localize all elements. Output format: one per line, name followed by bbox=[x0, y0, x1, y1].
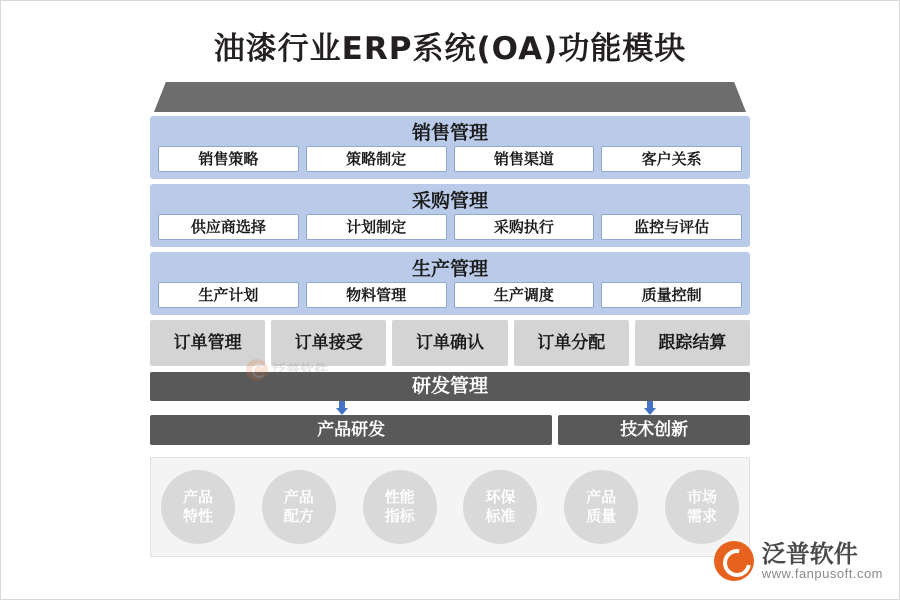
brand-name: 泛普软件 bbox=[761, 539, 858, 568]
group-purchasing-items bbox=[158, 214, 742, 240]
down-arrow-icon-right bbox=[644, 401, 656, 415]
circle-0-line1: 产品 bbox=[182, 488, 213, 506]
erp-module-diagram bbox=[150, 82, 750, 557]
circle-4-line2: 质量 bbox=[586, 507, 617, 525]
chip-production-2[interactable]: 生产调度 bbox=[454, 282, 595, 308]
brand-text bbox=[761, 539, 883, 581]
group-production bbox=[150, 252, 750, 315]
chip-production-0[interactable]: 生产计划 bbox=[158, 282, 299, 308]
down-arrow-icon-left bbox=[336, 401, 348, 415]
center-watermark-text: 泛普软件 bbox=[272, 363, 328, 379]
group-sales-title: 销售管理 bbox=[411, 122, 488, 144]
circle-2-line2: 指标 bbox=[384, 507, 415, 525]
page-title: 油漆行业ERP系统(OA)功能模块 bbox=[213, 31, 687, 67]
rd-band-title: 研发管理 bbox=[150, 372, 750, 401]
circle-4-line1: 产品 bbox=[586, 488, 617, 506]
circle-1-line2: 配方 bbox=[283, 507, 314, 525]
top-banner bbox=[154, 82, 746, 112]
circle-3-line2: 标准 bbox=[485, 507, 516, 525]
chip-purchasing-2[interactable]: 采购执行 bbox=[454, 214, 595, 240]
chip-purchasing-3[interactable]: 监控与评估 bbox=[601, 214, 742, 240]
chip-sales-1[interactable]: 策略制定 bbox=[306, 146, 447, 172]
circle-4 bbox=[564, 470, 638, 544]
rd-cell-product-development[interactable]: 产品研发 bbox=[150, 415, 552, 445]
circle-1-line1: 产品 bbox=[283, 488, 314, 506]
chip-sales-3[interactable]: 客户关系 bbox=[601, 146, 742, 172]
circle-2-line1: 性能 bbox=[384, 488, 415, 506]
brand-url: www.fanpusoft.com bbox=[761, 565, 883, 581]
chip-sales-2[interactable]: 销售渠道 bbox=[454, 146, 595, 172]
order-cell-4[interactable]: 跟踪结算 bbox=[635, 320, 750, 366]
order-cell-1[interactable]: 订单接受 bbox=[271, 320, 386, 366]
order-cell-2[interactable]: 订单确认 bbox=[392, 320, 507, 366]
order-cell-0[interactable]: 订单管理 bbox=[150, 320, 265, 366]
chip-purchasing-0[interactable]: 供应商选择 bbox=[158, 214, 299, 240]
circle-5-line2: 需求 bbox=[686, 507, 717, 525]
order-cell-3[interactable]: 订单分配 bbox=[514, 320, 629, 366]
circle-3 bbox=[463, 470, 537, 544]
circle-2 bbox=[363, 470, 437, 544]
chip-production-1[interactable]: 物料管理 bbox=[306, 282, 447, 308]
group-purchasing-title: 采购管理 bbox=[411, 190, 488, 212]
chip-purchasing-1[interactable]: 计划制定 bbox=[306, 214, 447, 240]
group-sales-items bbox=[158, 146, 742, 172]
order-row bbox=[150, 320, 750, 366]
fanpu-logo-icon bbox=[714, 541, 754, 581]
attributes-panel bbox=[150, 457, 750, 557]
chip-sales-0[interactable]: 销售策略 bbox=[158, 146, 299, 172]
circle-3-line1: 环保 bbox=[485, 488, 516, 506]
group-purchasing bbox=[150, 184, 750, 247]
brand-watermark bbox=[714, 541, 883, 581]
group-sales bbox=[150, 116, 750, 179]
circle-5-line1: 市场 bbox=[686, 488, 717, 506]
circle-1 bbox=[262, 470, 336, 544]
circle-0 bbox=[161, 470, 235, 544]
group-production-items bbox=[158, 282, 742, 308]
rd-row bbox=[150, 415, 750, 445]
rd-cell-tech-innovation[interactable]: 技术创新 bbox=[558, 415, 750, 445]
circle-5 bbox=[665, 470, 739, 544]
rd-arrows bbox=[150, 401, 750, 415]
chip-production-3[interactable]: 质量控制 bbox=[601, 282, 742, 308]
circle-0-line2: 特性 bbox=[182, 507, 213, 525]
group-production-title: 生产管理 bbox=[411, 258, 488, 280]
